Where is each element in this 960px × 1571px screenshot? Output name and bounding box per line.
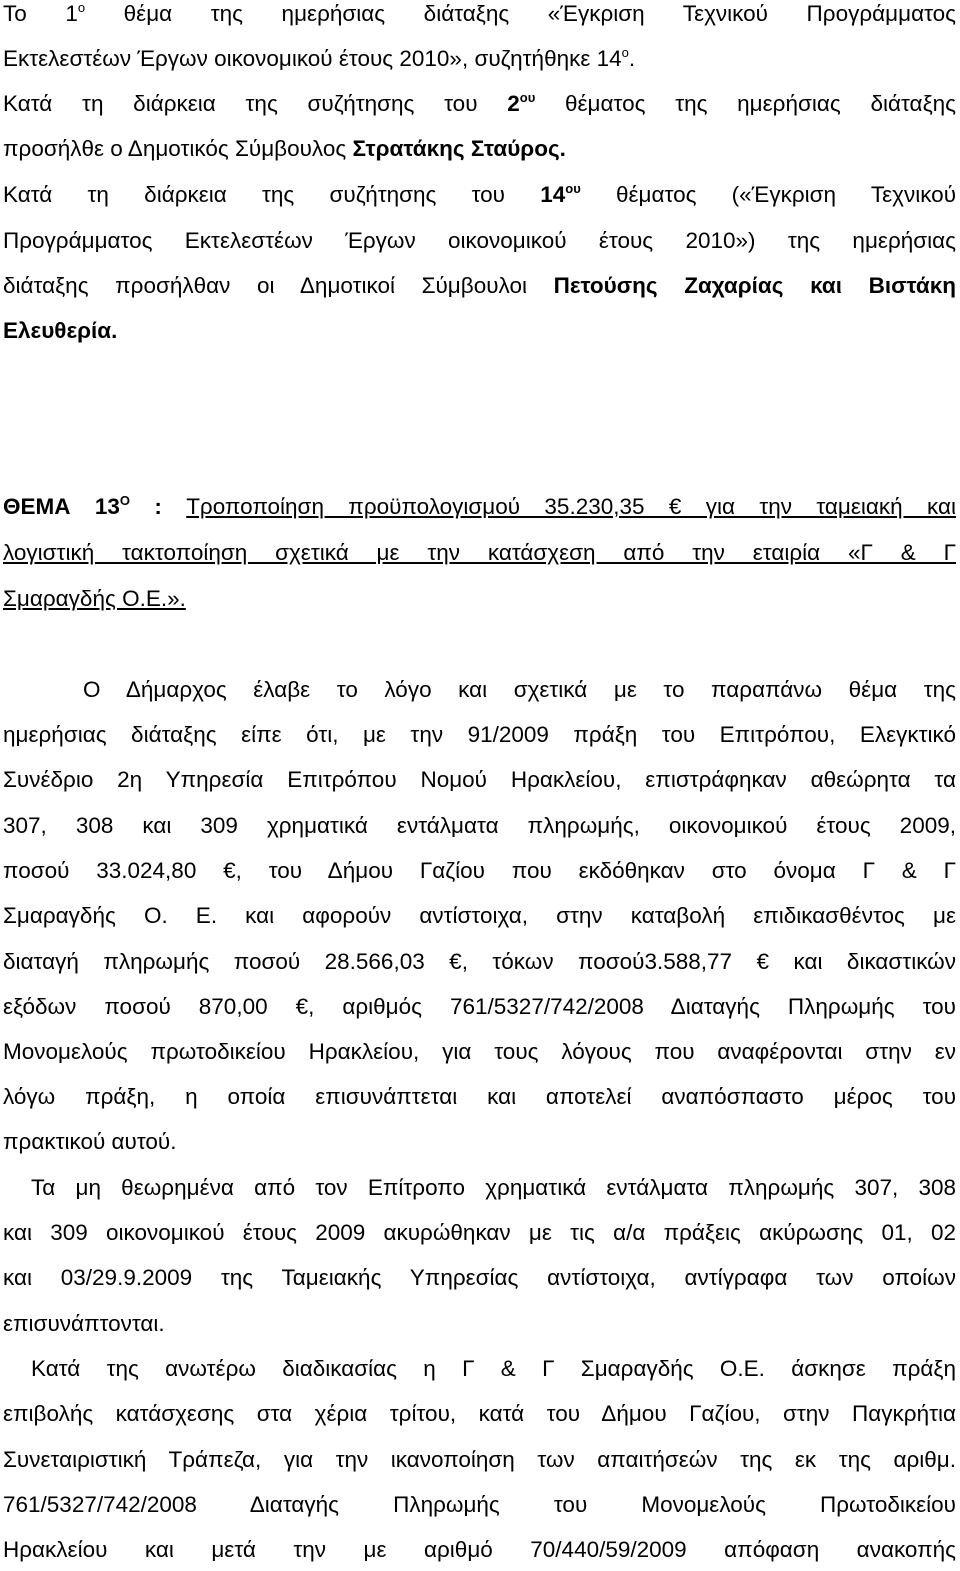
text-line: ημερήσιας διάταξης είπε ότι, με την 91/2009 πράξη του Επιτρόπου, Ελεγκτικό: [3, 722, 956, 747]
text-line: προσήλθε ο Δημοτικός Σύμβουλος Στρατάκης Σταύρος.: [3, 136, 566, 161]
text-line: Ο Δήμαρχος έλαβε το λόγο και σχετικά με το παραπάνω θέμα της: [83, 677, 956, 702]
text-line: Συνέδριο 2η Υπηρεσία Επιτρόπου Νομού Ηρακλείου, επιστράφηκαν αθεώρητα τα: [3, 767, 956, 792]
text-line: 307, 308 και 309 χρηματικά εντάλματα πληρωμής, οικονομικού έτους 2009,: [3, 813, 956, 838]
text-line: Κατά τη διάρκεια της συζήτησης του $14^{o\upsilon}$ θέματος («Έγκριση Τεχνικού: [3, 181, 956, 207]
text-line: Τα μη θεωρημένα από τον Επίτροπο χρηματικά εντάλματα πληρωμής 307, 308: [31, 1175, 956, 1200]
text-line: επισυνάπτονται.: [3, 1311, 165, 1336]
text-line: Κατά τη διάρκεια της συζήτησης του $2^{o\upsilon}$ θέματος της ημερήσιας διάταξης: [3, 90, 957, 116]
text-line: πρακτικού αυτού.: [3, 1129, 177, 1154]
text-line: Ηρακλείου και μετά την με αριθμό 70/440/59/2009 απόφαση ανακοπής: [3, 1537, 956, 1562]
text-line: Εκτελεστέων Έργων οικονομικού έτους 2010», συζητήθηκε $14^o$.: [3, 45, 636, 71]
text-line: Σμαραγδής Ο. Ε. και αφορούν αντίστοιχα, στην καταβολή επιδικασθέντος με: [3, 903, 956, 928]
text-line: διάταξης προσήλθαν οι Δημοτικοί Σύμβουλοι Πετούσης Ζαχαρίας και Βιστάκη: [3, 273, 956, 298]
text-line: ποσού 33.024,80 €, του Δήμου Γαζίου που εκδόθηκαν στο όνομα Γ & Γ: [3, 858, 956, 883]
text-line: Μονομελούς πρωτοδικείου Ηρακλείου, για τους λόγους που αναφέρονται στην εν: [3, 1039, 956, 1064]
text-line: 761/5327/742/2008 Διαταγής Πληρωμής του Μονομελούς Πρωτοδικείου: [3, 1492, 956, 1517]
topic-heading: λογιστική τακτοποίηση σχετικά με την κατάσχεση από την εταιρία «Γ & Γ: [3, 540, 956, 565]
text-line: επιβολής κατάσχεσης στα χέρια τρίτου, κατά του Δήμου Γαζίου, στην Παγκρήτια: [3, 1401, 956, 1426]
topic-heading: ΘΕΜΑ $13^O$ : Τροποποίηση προϋπολογισμού 35.230,35 € για την ταμειακή και: [3, 493, 956, 519]
names-bold: Πετούσης Ζαχαρίας και Βιστάκη: [553, 273, 956, 298]
text-line: και 03/29.9.2009 της Ταμειακής Υπηρεσίας αντίστοιχα, αντίγραφα των οποίων: [3, 1265, 956, 1290]
text-line: Το $1^o$ θέμα της ημερήσιας διάταξης «Έγκριση Τεχνικού Προγράμματος: [3, 0, 956, 26]
topic-heading: Σμαραγδής Ο.Ε.».: [3, 586, 186, 611]
text-line: Συνεταιριστική Τράπεζα, για την ικανοποίηση των απαιτήσεών της εκ της αριθμ.: [3, 1447, 956, 1472]
text-line: Προγράμματος Εκτελεστέων Έργων οικονομικού έτους 2010») της ημερήσιας: [3, 228, 956, 253]
text-line: Κατά της ανωτέρω διαδικασίας η Γ & Γ Σμαραγδής Ο.Ε. άσκησε πράξη: [31, 1356, 956, 1381]
text-line: διαταγή πληρωμής ποσού 28.566,03 €, τόκων ποσού3.588,77 € και δικαστικών: [3, 949, 956, 974]
text-line: Ελευθερία.: [3, 318, 118, 343]
text-line: και 309 οικονομικού έτους 2009 ακυρώθηκαν με τις α/α πράξεις ακύρωσης 01, 02: [3, 1220, 956, 1245]
text-line: εξόδων ποσού 870,00 €, αριθμός 761/5327/742/2008 Διαταγής Πληρωμής του: [3, 994, 956, 1019]
text-line: λόγω πράξη, η οποία επισυνάπτεται και αποτελεί αναπόσπαστο μέρος του: [3, 1084, 956, 1109]
name-bold: Στρατάκης Σταύρος.: [352, 136, 566, 161]
